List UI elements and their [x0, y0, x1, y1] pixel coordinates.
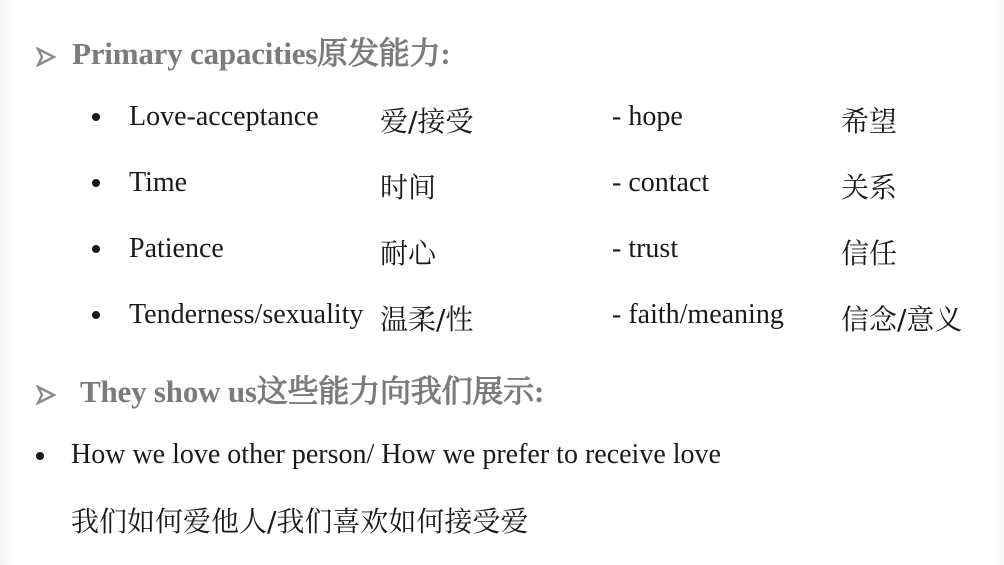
heading-primary-capacities	[36, 28, 451, 73]
capacity-chinese: 温柔/性	[380, 303, 474, 336]
paired-english: - hope	[612, 101, 683, 132]
paired-chinese: 关系	[841, 171, 898, 204]
paired-chinese: 希望	[841, 105, 898, 138]
capacity-chinese: 时间	[380, 171, 437, 204]
list-item	[0, 233, 1004, 273]
arrowhead-bullet-icon	[36, 385, 80, 405]
round-bullet-icon	[92, 113, 100, 121]
list-item	[0, 101, 1004, 141]
heading-they-show-us	[36, 366, 544, 411]
round-bullet-icon	[36, 452, 44, 460]
round-bullet-icon	[92, 179, 100, 187]
capacity-english: Tenderness/sexuality	[129, 299, 364, 330]
capacity-english: Love-acceptance	[129, 101, 319, 132]
list-item	[0, 299, 1004, 339]
round-bullet-icon	[92, 245, 100, 253]
heading-text: Primary capacities原发能力:	[72, 36, 451, 71]
arrowhead-bullet-icon	[36, 47, 72, 67]
capacity-english: Patience	[129, 233, 224, 264]
capacity-chinese: 耐心	[380, 237, 437, 270]
show-item-chinese: 我们如何爱他人/我们喜欢如何接受爱	[71, 505, 529, 538]
round-bullet-icon	[92, 311, 100, 319]
paired-english: - contact	[612, 167, 710, 198]
show-item-english: How we love other person/ How we prefer to receive love	[71, 439, 721, 470]
paired-english: - faith/meaning	[612, 299, 784, 330]
paired-chinese: 信念/意义	[841, 303, 963, 336]
capacity-chinese: 爱/接受	[380, 105, 474, 138]
capacity-english: Time	[129, 167, 188, 198]
paired-english: - trust	[612, 233, 679, 264]
list-item	[0, 167, 1004, 207]
paired-chinese: 信任	[841, 237, 898, 270]
heading-text: They show us这些能力向我们展示:	[80, 374, 545, 409]
